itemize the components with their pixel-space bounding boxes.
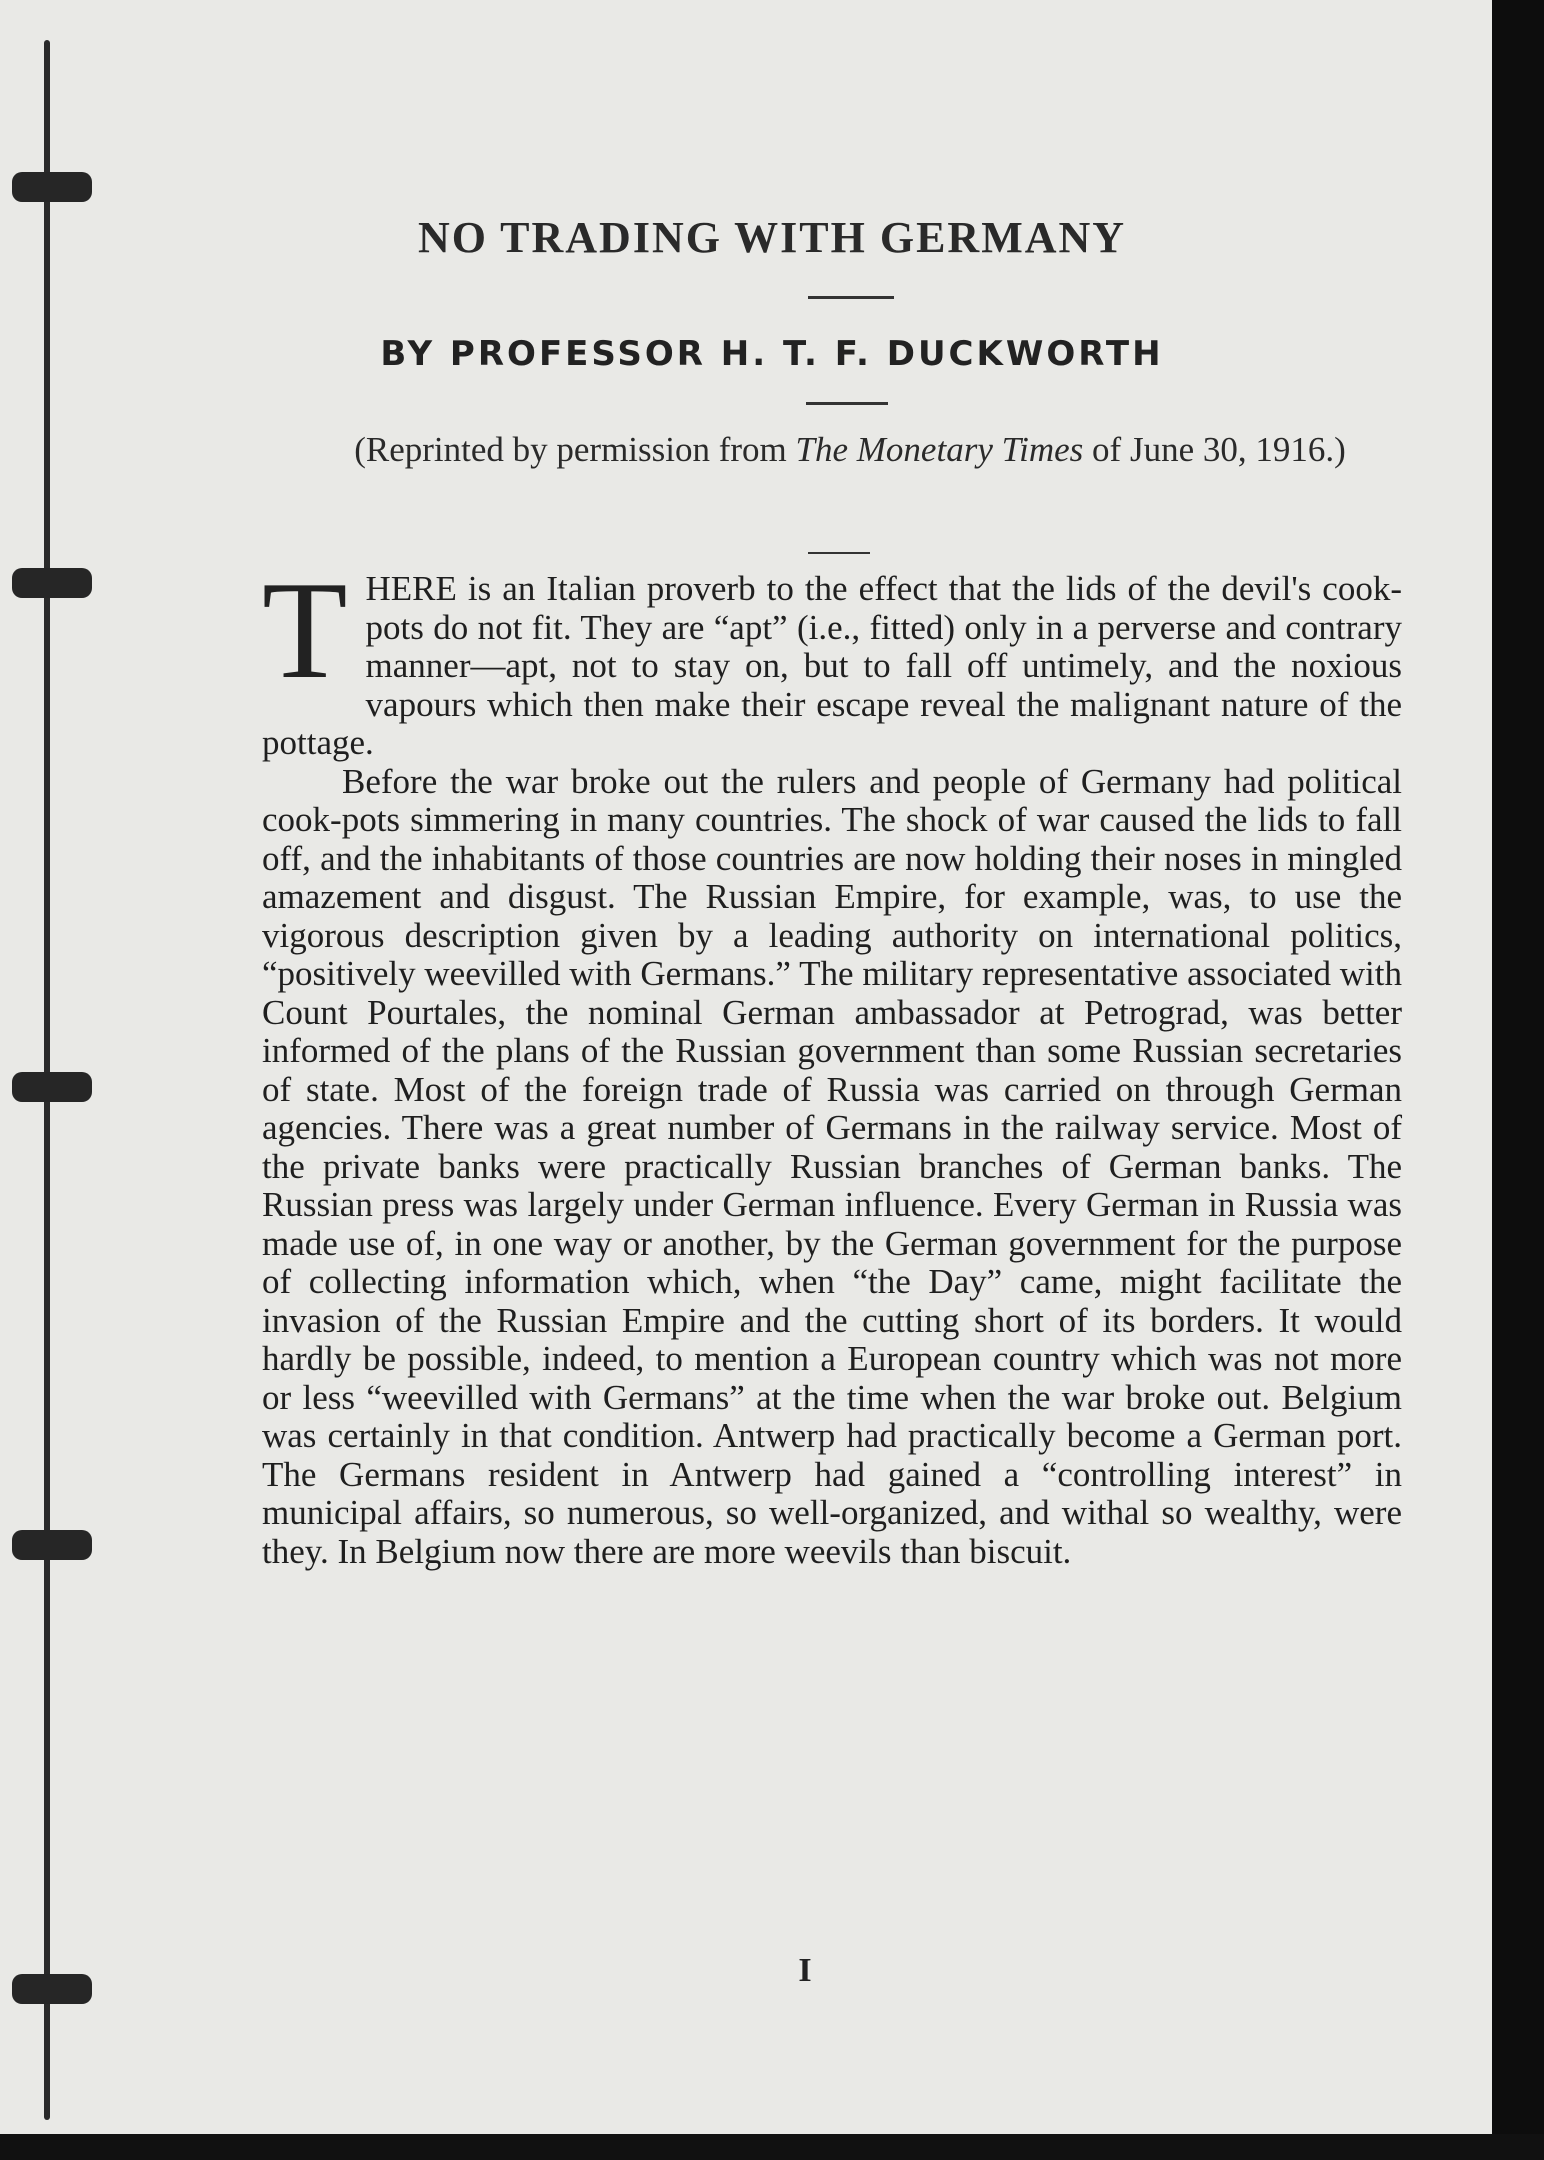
page-number: I [798,1952,812,1989]
binding-stitch [12,568,92,598]
reprint-note-before: (Reprinted by permission from [354,430,796,469]
page-edge-bottom [0,2134,1544,2160]
paragraph-1 [262,553,1402,763]
article-body [262,553,1402,1571]
drop-cap: T [262,553,348,708]
paragraph-2: Before the war broke out the rulers and people of Germany had political cook-pots simmering in many countries. The shock of war caused the lids to fall off, and the inhabitants of those countries are now holding their noses in mingled amazement and disgust. The Russian Empire, for example, was, to use the vigorous description given by a leading authority on international politics, “positively weevilled with Germans.” The military representative associated with Count Pourtales, the nominal German ambassador at Petrograd, was better informed of the plans of the Russian government than some Russian secretaries of state. Most of the foreign trade of Russia was carried on through German agencies. There was a great number of Germans in the railway service. Most of the private banks were practically Russian branches of German banks. The Russian press was largely under German influence. Every German in Russia was made use of, in one way or another, by the German government for the purpose of collecting information which, when “the Day” came, might facilitate the invasion of the Russian Empire and the cutting short of its borders. It would hardly be possible, indeed, to mention a European country which was not more or less “weevilled with Germans” at the time when the war broke out. Belgium was certainly in that condition. Antwerp had practically become a German port. The Germans resident in Antwerp had gained a “controlling interest” in municipal affairs, so numerous, so well-organized, and withal so wealthy, were they. In Belgium now there are more weevils than biscuit. [262,761,1402,1571]
opening-caps: HERE [365,569,457,608]
binding-stitch [12,172,92,202]
byline-divider [806,402,888,405]
binding-stitch [12,1072,92,1102]
paragraph-1-text: is an Italian proverb to the effect that the lids of the devil's cook-pots do not fit. They are “apt” (i.e., fitted) only in a perverse and contrary manner—apt, not to stay on, but to fall off untimely, and the noxious vapours which then make their escape reveal the malignant nature of the pottage. [262,569,1402,762]
binding-stitch [12,1530,92,1560]
page-edge-right [1492,0,1544,2160]
reprint-divider [808,552,870,554]
article-title: NO TRADING WITH GERMANY [417,213,1127,262]
publication-name: The Monetary Times [795,430,1084,469]
article-byline: BY PROFESSOR H. T. F. DUCKWORTH [380,334,1164,374]
reprint-note-after: of June 30, 1916.) [1083,430,1346,469]
title-divider [808,296,894,299]
reprint-note [320,428,1380,472]
